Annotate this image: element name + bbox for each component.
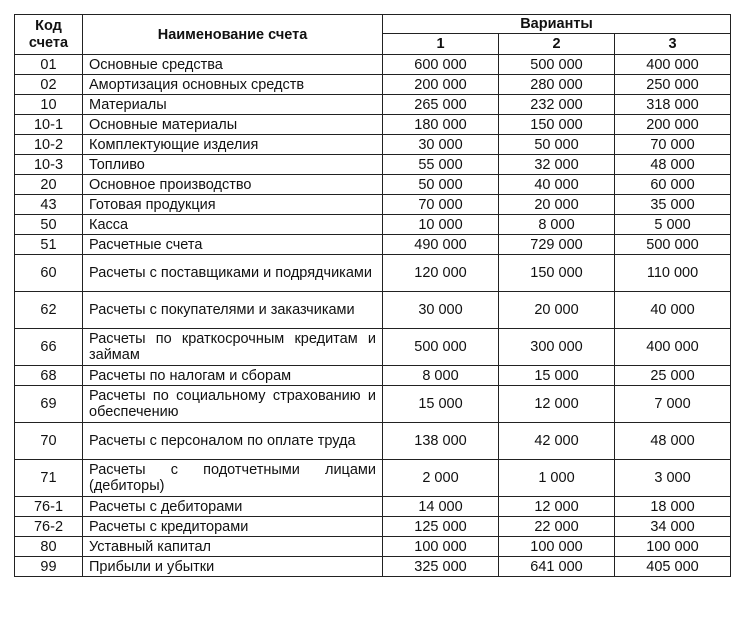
accounts-table (14, 14, 731, 577)
account-code: 80 (15, 537, 83, 557)
account-code: 51 (15, 235, 83, 255)
account-code: 10 (15, 95, 83, 115)
variant-1-value: 70 000 (383, 195, 499, 215)
variant-3-value: 400 000 (615, 329, 731, 366)
variant-1-value: 600 000 (383, 55, 499, 75)
account-code: 20 (15, 175, 83, 195)
variant-3-value: 250 000 (615, 75, 731, 95)
variant-1-value: 120 000 (383, 255, 499, 292)
account-name: Топливо (83, 155, 383, 175)
variant-2-value: 8 000 (499, 215, 615, 235)
variant-3-value: 3 000 (615, 460, 731, 497)
variant-2-value: 40 000 (499, 175, 615, 195)
header-account-name: Наименование счета (83, 15, 383, 55)
variant-3-value: 48 000 (615, 423, 731, 460)
variant-1-value: 2 000 (383, 460, 499, 497)
account-code: 50 (15, 215, 83, 235)
variant-1-value: 500 000 (383, 329, 499, 366)
table-header (15, 15, 731, 55)
variant-2-value: 32 000 (499, 155, 615, 175)
table-row (15, 460, 731, 497)
variant-1-value: 100 000 (383, 537, 499, 557)
table-row (15, 155, 731, 175)
account-name: Расчеты с кредиторами (83, 517, 383, 537)
account-code: 70 (15, 423, 83, 460)
table-row (15, 235, 731, 255)
variant-1-value: 125 000 (383, 517, 499, 537)
variant-2-value: 22 000 (499, 517, 615, 537)
variant-1-value: 14 000 (383, 497, 499, 517)
variant-1-value: 490 000 (383, 235, 499, 255)
account-code: 68 (15, 366, 83, 386)
variant-3-value: 35 000 (615, 195, 731, 215)
account-name: Уставный капитал (83, 537, 383, 557)
accounts-table-container (14, 14, 730, 577)
account-name: Расчеты с дебиторами (83, 497, 383, 517)
variant-2-value: 12 000 (499, 386, 615, 423)
account-name: Расчеты с поставщиками и подрядчиками (83, 255, 383, 292)
account-name: Касса (83, 215, 383, 235)
account-code: 01 (15, 55, 83, 75)
header-variant-1: 1 (383, 34, 499, 55)
table-row (15, 537, 731, 557)
variant-3-value: 5 000 (615, 215, 731, 235)
account-code: 10-3 (15, 155, 83, 175)
account-code: 10-1 (15, 115, 83, 135)
variant-2-value: 20 000 (499, 292, 615, 329)
variant-1-value: 265 000 (383, 95, 499, 115)
variant-1-value: 180 000 (383, 115, 499, 135)
account-name: Расчеты с персоналом по оплате труда (83, 423, 383, 460)
variant-3-value: 500 000 (615, 235, 731, 255)
account-code: 60 (15, 255, 83, 292)
account-code: 10-2 (15, 135, 83, 155)
table-row (15, 517, 731, 537)
variant-3-value: 400 000 (615, 55, 731, 75)
account-code: 66 (15, 329, 83, 366)
header-variant-2: 2 (499, 34, 615, 55)
variant-3-value: 7 000 (615, 386, 731, 423)
variant-1-value: 15 000 (383, 386, 499, 423)
table-body (15, 55, 731, 577)
account-code: 76-1 (15, 497, 83, 517)
variant-2-value: 100 000 (499, 537, 615, 557)
account-name: Амортизация основных средств (83, 75, 383, 95)
account-code: 76-2 (15, 517, 83, 537)
variant-2-value: 280 000 (499, 75, 615, 95)
variant-2-value: 1 000 (499, 460, 615, 497)
table-row (15, 497, 731, 517)
table-row (15, 55, 731, 75)
account-code: 71 (15, 460, 83, 497)
variant-3-value: 48 000 (615, 155, 731, 175)
variant-2-value: 150 000 (499, 115, 615, 135)
table-row (15, 255, 731, 292)
account-name: Расчетные счета (83, 235, 383, 255)
table-row (15, 292, 731, 329)
variant-3-value: 405 000 (615, 557, 731, 577)
variant-2-value: 20 000 (499, 195, 615, 215)
table-row (15, 329, 731, 366)
variant-1-value: 200 000 (383, 75, 499, 95)
header-variants: Варианты (383, 15, 731, 34)
variant-1-value: 30 000 (383, 135, 499, 155)
variant-2-value: 300 000 (499, 329, 615, 366)
variant-2-value: 500 000 (499, 55, 615, 75)
account-code: 02 (15, 75, 83, 95)
account-name: Расчеты по краткосрочным кредитам и займам (83, 329, 383, 366)
account-name: Расчеты с подотчетными лицами (дебиторы) (83, 460, 383, 497)
table-row (15, 423, 731, 460)
table-row (15, 195, 731, 215)
variant-3-value: 318 000 (615, 95, 731, 115)
table-row (15, 386, 731, 423)
variant-3-value: 34 000 (615, 517, 731, 537)
account-name: Расчеты по налогам и сборам (83, 366, 383, 386)
variant-1-value: 138 000 (383, 423, 499, 460)
table-row (15, 75, 731, 95)
table-row (15, 557, 731, 577)
variant-3-value: 200 000 (615, 115, 731, 135)
table-row (15, 366, 731, 386)
variant-3-value: 25 000 (615, 366, 731, 386)
variant-3-value: 18 000 (615, 497, 731, 517)
variant-2-value: 50 000 (499, 135, 615, 155)
variant-2-value: 232 000 (499, 95, 615, 115)
variant-3-value: 40 000 (615, 292, 731, 329)
table-row (15, 115, 731, 135)
table-row (15, 215, 731, 235)
variant-3-value: 110 000 (615, 255, 731, 292)
variant-1-value: 30 000 (383, 292, 499, 329)
account-code: 62 (15, 292, 83, 329)
variant-1-value: 325 000 (383, 557, 499, 577)
variant-1-value: 55 000 (383, 155, 499, 175)
header-variant-3: 3 (615, 34, 731, 55)
variant-2-value: 150 000 (499, 255, 615, 292)
variant-2-value: 42 000 (499, 423, 615, 460)
variant-3-value: 70 000 (615, 135, 731, 155)
table-row (15, 95, 731, 115)
variant-1-value: 50 000 (383, 175, 499, 195)
account-name: Расчеты по социальному страхованию и обеспечению (83, 386, 383, 423)
account-name: Готовая продукция (83, 195, 383, 215)
variant-2-value: 12 000 (499, 497, 615, 517)
header-code: Код счета (15, 15, 83, 55)
table-row (15, 135, 731, 155)
account-name: Прибыли и убытки (83, 557, 383, 577)
variant-3-value: 100 000 (615, 537, 731, 557)
account-name: Основные средства (83, 55, 383, 75)
account-code: 69 (15, 386, 83, 423)
variant-2-value: 15 000 (499, 366, 615, 386)
account-name: Расчеты с покупателями и заказчиками (83, 292, 383, 329)
variant-1-value: 8 000 (383, 366, 499, 386)
account-name: Основное производство (83, 175, 383, 195)
account-name: Основные материалы (83, 115, 383, 135)
variant-2-value: 729 000 (499, 235, 615, 255)
account-name: Материалы (83, 95, 383, 115)
account-code: 99 (15, 557, 83, 577)
account-code: 43 (15, 195, 83, 215)
variant-1-value: 10 000 (383, 215, 499, 235)
variant-3-value: 60 000 (615, 175, 731, 195)
variant-2-value: 641 000 (499, 557, 615, 577)
account-name: Комплектующие изделия (83, 135, 383, 155)
table-row (15, 175, 731, 195)
